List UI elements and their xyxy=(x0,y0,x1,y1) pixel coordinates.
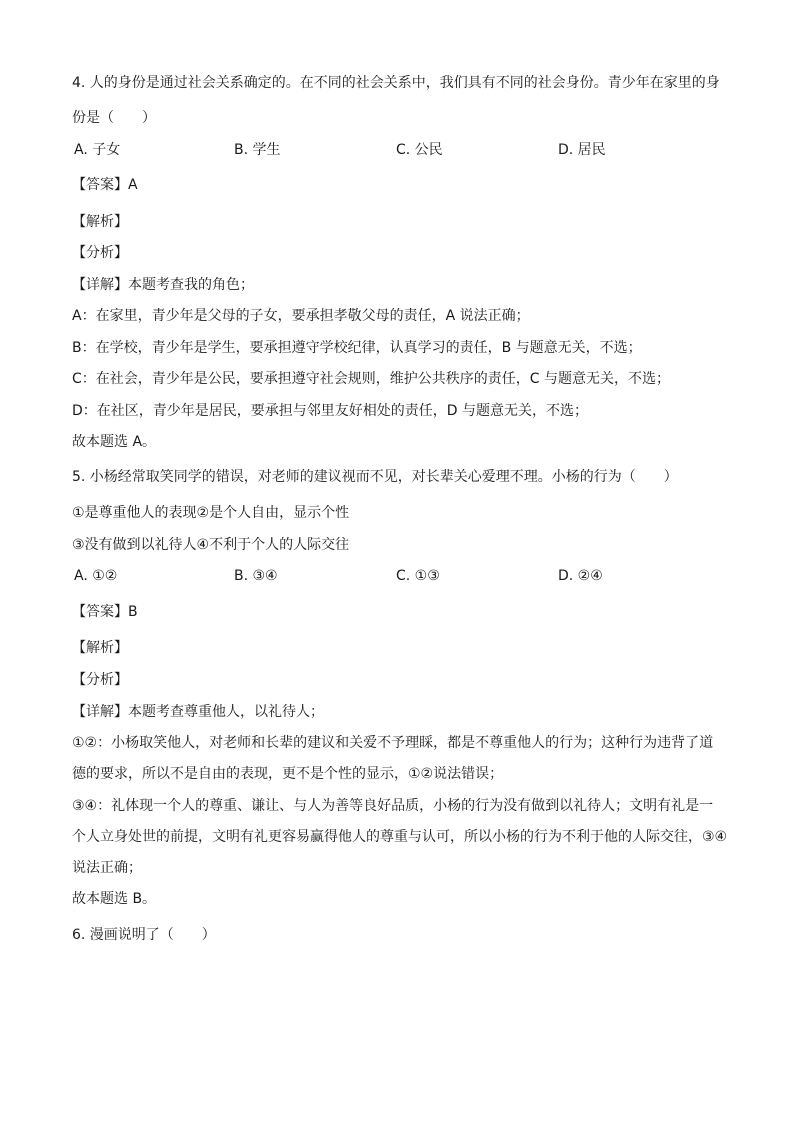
q4-option-c: C. 公民 xyxy=(396,142,443,158)
q5-statement-line1: ①是尊重他人的表现②是个人自由，显示个性 xyxy=(72,505,350,521)
q5-option-b: B. ③④ xyxy=(234,568,278,584)
q4-explanation-line: D：在社区，青少年是居民，要承担与邻里友好相处的责任，D 与题意无关，不选； xyxy=(72,403,589,419)
q4-option-d: D. 居民 xyxy=(558,142,606,158)
q5-explanation-line: 个人立身处世的前提，文明有礼更容易赢得他人的尊重与认可，所以小杨的行为不利于他的人际交往，③④ xyxy=(72,829,728,845)
q4-explanation-line: A：在家里，青少年是父母的子女，要承担孝敬父母的责任，A 说法正确； xyxy=(72,308,530,324)
q6-stem: 6. 漫画说明了（ ） xyxy=(72,927,216,943)
q4-stem-line2: 份是（ ） xyxy=(72,110,156,126)
q5-stem: 5. 小杨经常取笑同学的错误，对老师的建议视而不见，对长辈关心爱理不理。小杨的行为（ ） xyxy=(72,469,678,485)
q5-fenxi-heading: 【分析】 xyxy=(72,672,128,688)
q5-conclusion: 故本题选 B。 xyxy=(72,891,157,907)
q5-statement-line2: ③没有做到以礼待人④不利于个人的人际交往 xyxy=(72,537,350,553)
q4-explanation-line: B：在学校，青少年是学生，要承担遵守学校纪律，认真学习的责任，B 与题意无关，不选； xyxy=(72,340,642,356)
q5-explanation-line: ③④：礼体现一个人的尊重、谦让、与人为善等良好品质，小杨的行为没有做到以礼待人；文明有礼是一 xyxy=(72,798,714,814)
q4-stem-line1: 4. 人的身份是通过社会关系确定的。在不同的社会关系中，我们具有不同的社会身份。青少年在家里的身 xyxy=(72,75,720,91)
q4-detail: 【详解】本题考查我的角色； xyxy=(72,277,254,293)
q4-fenxi-heading: 【分析】 xyxy=(72,245,128,261)
q4-answer: 【答案】A xyxy=(72,177,138,193)
q5-explanation-line: ①②：小杨取笑他人，对老师和长辈的建议和关爱不予理睬，都是不尊重他人的行为；这种行为违背了道 xyxy=(72,735,714,751)
q5-explanation-line: 说法正确； xyxy=(72,860,142,876)
q5-answer: 【答案】B xyxy=(72,604,138,620)
q5-explanation-line: 德的要求，所以不是自由的表现，更不是个性的显示，①②说法错误； xyxy=(72,766,504,782)
q4-explanation-line: C：在社会，青少年是公民，要承担遵守社会规则，维护公共秩序的责任，C 与题意无关，不选； xyxy=(72,371,670,387)
q5-option-d: D. ②④ xyxy=(558,568,603,584)
q5-option-c: C. ①③ xyxy=(396,568,440,584)
q4-analysis-heading: 【解析】 xyxy=(72,214,128,230)
q5-detail: 【详解】本题考查尊重他人，以礼待人； xyxy=(72,704,324,720)
q4-option-a: A. 子女 xyxy=(74,142,121,158)
q5-analysis-heading: 【解析】 xyxy=(72,640,128,656)
q4-option-b: B. 学生 xyxy=(234,142,281,158)
q4-conclusion: 故本题选 A。 xyxy=(72,434,157,450)
q5-option-a: A. ①② xyxy=(74,568,118,584)
